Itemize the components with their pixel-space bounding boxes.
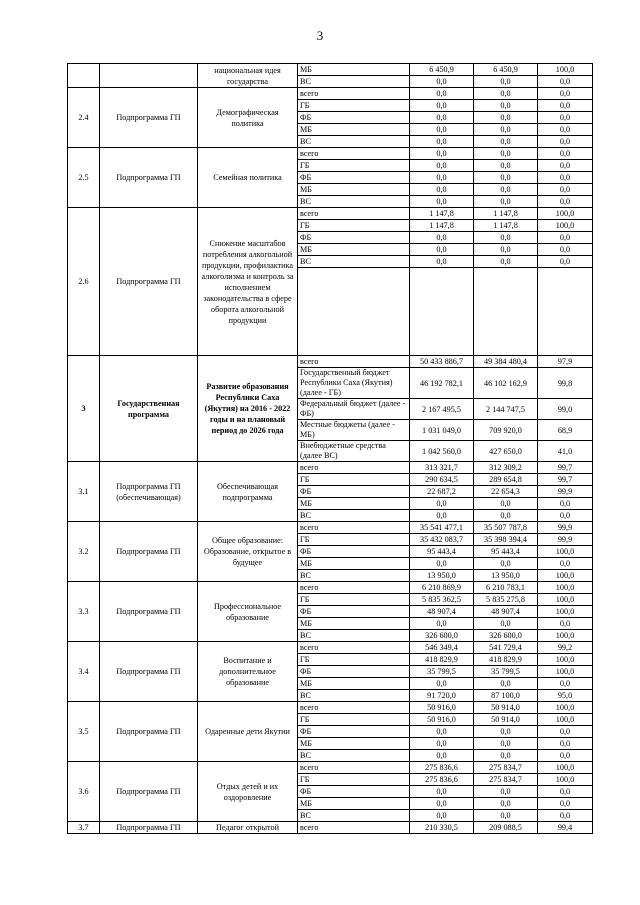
- funding-source: всего: [298, 762, 410, 774]
- actual-amount: 289 654,8: [474, 474, 538, 486]
- actual-amount: 0,0: [474, 798, 538, 810]
- table-row: [68, 822, 593, 834]
- actual-amount: 48 907,4: [474, 606, 538, 618]
- execution-percent: 100,0: [538, 546, 593, 558]
- table-row: [68, 88, 593, 100]
- actual-amount: 0,0: [474, 100, 538, 112]
- program-type: Подпрограмма ГП: [100, 208, 198, 356]
- planned-amount: 0,0: [410, 786, 474, 798]
- funding-source: ГБ: [298, 160, 410, 172]
- planned-amount: 0,0: [410, 618, 474, 630]
- row-number: 3.4: [68, 642, 100, 702]
- program-name: Развитие образования Республики Саха (Якутия) на 2016 - 2022 годы и на плановый период до 2026 года: [198, 356, 298, 462]
- funding-source: Местные бюджеты (далее - МБ): [298, 420, 410, 441]
- funding-source: ГБ: [298, 534, 410, 546]
- execution-percent: 99,4: [538, 822, 593, 834]
- funding-source: всего: [298, 642, 410, 654]
- planned-amount: 48 907,4: [410, 606, 474, 618]
- execution-percent: 100,0: [538, 702, 593, 714]
- funding-source: всего: [298, 822, 410, 834]
- execution-percent: 0,0: [538, 498, 593, 510]
- execution-percent: 100,0: [538, 220, 593, 232]
- execution-percent: 41,0: [538, 441, 593, 462]
- execution-percent: 0,0: [538, 76, 593, 88]
- execution-percent: 0,0: [538, 678, 593, 690]
- table-row: [68, 702, 593, 714]
- planned-amount: 210 330,5: [410, 822, 474, 834]
- execution-percent: 100,0: [538, 606, 593, 618]
- execution-percent: 0,0: [538, 256, 593, 268]
- table-row: [68, 762, 593, 774]
- program-name: Общее образование: Образование, открытое в будущее: [198, 522, 298, 582]
- planned-amount: 0,0: [410, 810, 474, 822]
- planned-amount: 1 031 049,0: [410, 420, 474, 441]
- funding-source: всего: [298, 208, 410, 220]
- execution-percent: 100,0: [538, 582, 593, 594]
- planned-amount: 0,0: [410, 232, 474, 244]
- empty-cell: [298, 268, 410, 356]
- actual-amount: 709 920,0: [474, 420, 538, 441]
- planned-amount: 0,0: [410, 798, 474, 810]
- actual-amount: 46 102 162,9: [474, 368, 538, 399]
- planned-amount: 6 450,9: [410, 64, 474, 76]
- planned-amount: 0,0: [410, 558, 474, 570]
- row-number: 3.2: [68, 522, 100, 582]
- actual-amount: 312 309,2: [474, 462, 538, 474]
- funding-source: ВС: [298, 690, 410, 702]
- execution-percent: 95,0: [538, 690, 593, 702]
- execution-percent: 0,0: [538, 112, 593, 124]
- actual-amount: 275 834,7: [474, 762, 538, 774]
- execution-percent: 100,0: [538, 762, 593, 774]
- program-type: Подпрограмма ГП: [100, 642, 198, 702]
- funding-source: всего: [298, 702, 410, 714]
- execution-percent: 0,0: [538, 172, 593, 184]
- planned-amount: 275 836,6: [410, 774, 474, 786]
- actual-amount: 0,0: [474, 750, 538, 762]
- funding-source: ФБ: [298, 112, 410, 124]
- table-row: [68, 582, 593, 594]
- table-row: [68, 208, 593, 220]
- program-type: Подпрограмма ГП: [100, 88, 198, 148]
- planned-amount: 418 829,9: [410, 654, 474, 666]
- actual-amount: 0,0: [474, 172, 538, 184]
- funding-source: МБ: [298, 64, 410, 76]
- actual-amount: 35 799,5: [474, 666, 538, 678]
- actual-amount: 0,0: [474, 738, 538, 750]
- execution-percent: 0,0: [538, 798, 593, 810]
- planned-amount: 0,0: [410, 160, 474, 172]
- funding-source: МБ: [298, 184, 410, 196]
- funding-source: МБ: [298, 738, 410, 750]
- program-name: Профессиональное образование: [198, 582, 298, 642]
- funding-source: МБ: [298, 244, 410, 256]
- planned-amount: 0,0: [410, 124, 474, 136]
- funding-source: всего: [298, 88, 410, 100]
- actual-amount: 541 729,4: [474, 642, 538, 654]
- actual-amount: 1 147,8: [474, 208, 538, 220]
- program-type: Подпрограмма ГП: [100, 822, 198, 834]
- execution-percent: 99,9: [538, 534, 593, 546]
- actual-amount: 95 443,4: [474, 546, 538, 558]
- actual-amount: 50 914,0: [474, 714, 538, 726]
- funding-source: ВС: [298, 76, 410, 88]
- funding-source: ФБ: [298, 666, 410, 678]
- funding-source: ВС: [298, 136, 410, 148]
- actual-amount: 0,0: [474, 112, 538, 124]
- funding-source: ФБ: [298, 726, 410, 738]
- funding-source: ГБ: [298, 220, 410, 232]
- funding-source: МБ: [298, 124, 410, 136]
- table-row: [68, 64, 593, 76]
- row-number: [68, 64, 100, 88]
- funding-source: ФБ: [298, 232, 410, 244]
- planned-amount: 0,0: [410, 136, 474, 148]
- row-number: 2.5: [68, 148, 100, 208]
- funding-source: ГБ: [298, 774, 410, 786]
- planned-amount: 0,0: [410, 184, 474, 196]
- funding-source: ВС: [298, 750, 410, 762]
- execution-percent: 0,0: [538, 184, 593, 196]
- execution-percent: 100,0: [538, 714, 593, 726]
- execution-percent: 68,9: [538, 420, 593, 441]
- funding-source: Внебюджетные средства (далее ВС): [298, 441, 410, 462]
- funding-source: ФБ: [298, 172, 410, 184]
- planned-amount: 0,0: [410, 726, 474, 738]
- actual-amount: 0,0: [474, 726, 538, 738]
- actual-amount: 0,0: [474, 256, 538, 268]
- planned-amount: 95 443,4: [410, 546, 474, 558]
- page-number: 3: [316, 28, 324, 43]
- actual-amount: 418 829,9: [474, 654, 538, 666]
- program-type: Подпрограмма ГП: [100, 148, 198, 208]
- planned-amount: 0,0: [410, 750, 474, 762]
- program-type: [100, 64, 198, 88]
- actual-amount: 0,0: [474, 510, 538, 522]
- actual-amount: 0,0: [474, 498, 538, 510]
- funding-source: ВС: [298, 510, 410, 522]
- actual-amount: 0,0: [474, 618, 538, 630]
- execution-percent: 100,0: [538, 630, 593, 642]
- table-row: [68, 462, 593, 474]
- actual-amount: 0,0: [474, 136, 538, 148]
- execution-percent: 0,0: [538, 510, 593, 522]
- funding-source: всего: [298, 582, 410, 594]
- row-number: 2.4: [68, 88, 100, 148]
- execution-percent: 100,0: [538, 666, 593, 678]
- program-type: Подпрограмма ГП: [100, 762, 198, 822]
- row-number: 3.6: [68, 762, 100, 822]
- planned-amount: 0,0: [410, 510, 474, 522]
- funding-source: ГБ: [298, 714, 410, 726]
- row-number: 3: [68, 356, 100, 462]
- execution-percent: 99,9: [538, 522, 593, 534]
- planned-amount: 275 836,6: [410, 762, 474, 774]
- actual-amount: 0,0: [474, 76, 538, 88]
- planned-amount: 91 720,0: [410, 690, 474, 702]
- execution-percent: 0,0: [538, 726, 593, 738]
- program-type: Подпрограмма ГП: [100, 582, 198, 642]
- funding-source: МБ: [298, 798, 410, 810]
- funding-source: МБ: [298, 678, 410, 690]
- actual-amount: 0,0: [474, 678, 538, 690]
- planned-amount: 0,0: [410, 76, 474, 88]
- program-type: Подпрограмма ГП: [100, 522, 198, 582]
- planned-amount: 0,0: [410, 148, 474, 160]
- execution-percent: 0,0: [538, 750, 593, 762]
- actual-amount: 87 100,0: [474, 690, 538, 702]
- actual-amount: 6 210 783,1: [474, 582, 538, 594]
- planned-amount: 50 916,0: [410, 702, 474, 714]
- execution-percent: 0,0: [538, 124, 593, 136]
- program-name: Отдых детей и их оздоровление: [198, 762, 298, 822]
- funding-source: всего: [298, 148, 410, 160]
- program-name: Одаренные дети Якутии: [198, 702, 298, 762]
- budget-execution-table: [67, 63, 593, 834]
- planned-amount: 0,0: [410, 256, 474, 268]
- planned-amount: 326 600,0: [410, 630, 474, 642]
- program-name: Педагог открытой: [198, 822, 298, 834]
- execution-percent: 99,7: [538, 474, 593, 486]
- actual-amount: 0,0: [474, 786, 538, 798]
- program-type: Подпрограмма ГП: [100, 702, 198, 762]
- row-number: 3.7: [68, 822, 100, 834]
- planned-amount: 35 541 477,1: [410, 522, 474, 534]
- execution-percent: 0,0: [538, 88, 593, 100]
- program-type: Подпрограмма ГП (обеспечивающая): [100, 462, 198, 522]
- funding-source: ВС: [298, 196, 410, 208]
- actual-amount: 49 384 480,4: [474, 356, 538, 368]
- planned-amount: 313 321,7: [410, 462, 474, 474]
- planned-amount: 35 432 083,7: [410, 534, 474, 546]
- funding-source: ФБ: [298, 606, 410, 618]
- empty-cell: [538, 268, 593, 356]
- program-type: Государственная программа: [100, 356, 198, 462]
- planned-amount: 6 210 869,9: [410, 582, 474, 594]
- execution-percent: 0,0: [538, 618, 593, 630]
- execution-percent: 0,0: [538, 558, 593, 570]
- actual-amount: 209 088,5: [474, 822, 538, 834]
- funding-source: ФБ: [298, 486, 410, 498]
- table-row: [68, 148, 593, 160]
- actual-amount: 22 654,3: [474, 486, 538, 498]
- planned-amount: 13 950,0: [410, 570, 474, 582]
- table-row: [68, 522, 593, 534]
- planned-amount: 0,0: [410, 172, 474, 184]
- program-name: Снижение масштабов потребления алкогольной продукции, профилактика алкоголизма и контроль за исполнением законодательства в сфере оборота алкогольной продукции: [198, 208, 298, 356]
- program-name: Воспитание и дополнительное образование: [198, 642, 298, 702]
- planned-amount: 1 147,8: [410, 220, 474, 232]
- row-number: 2.6: [68, 208, 100, 356]
- planned-amount: 0,0: [410, 196, 474, 208]
- actual-amount: 6 450,9: [474, 64, 538, 76]
- row-number: 3.5: [68, 702, 100, 762]
- empty-cell: [410, 268, 474, 356]
- actual-amount: 0,0: [474, 148, 538, 160]
- execution-percent: 100,0: [538, 654, 593, 666]
- funding-source: всего: [298, 462, 410, 474]
- execution-percent: 100,0: [538, 208, 593, 220]
- funding-source: Государственный бюджет Республики Саха (Якутия) (далее - ГБ): [298, 368, 410, 399]
- planned-amount: 0,0: [410, 498, 474, 510]
- actual-amount: 5 835 275,8: [474, 594, 538, 606]
- execution-percent: 100,0: [538, 774, 593, 786]
- execution-percent: 0,0: [538, 232, 593, 244]
- funding-source: МБ: [298, 618, 410, 630]
- planned-amount: 0,0: [410, 88, 474, 100]
- funding-source: ГБ: [298, 474, 410, 486]
- actual-amount: 13 950,0: [474, 570, 538, 582]
- table-row: [68, 642, 593, 654]
- execution-percent: 99,0: [538, 399, 593, 420]
- actual-amount: 0,0: [474, 244, 538, 256]
- actual-amount: 326 600,0: [474, 630, 538, 642]
- actual-amount: 0,0: [474, 124, 538, 136]
- execution-percent: 0,0: [538, 100, 593, 112]
- funding-source: Федеральный бюджет (далее - ФБ): [298, 399, 410, 420]
- execution-percent: 0,0: [538, 810, 593, 822]
- actual-amount: 0,0: [474, 196, 538, 208]
- actual-amount: 35 507 787,8: [474, 522, 538, 534]
- funding-source: всего: [298, 522, 410, 534]
- row-number: 3.3: [68, 582, 100, 642]
- execution-percent: 0,0: [538, 148, 593, 160]
- actual-amount: 0,0: [474, 88, 538, 100]
- execution-percent: 0,0: [538, 738, 593, 750]
- actual-amount: 35 398 394,4: [474, 534, 538, 546]
- table-row: [68, 356, 593, 368]
- execution-percent: 0,0: [538, 786, 593, 798]
- actual-amount: 1 147,8: [474, 220, 538, 232]
- execution-percent: 100,0: [538, 570, 593, 582]
- execution-percent: 0,0: [538, 160, 593, 172]
- actual-amount: 275 834,7: [474, 774, 538, 786]
- actual-amount: 0,0: [474, 232, 538, 244]
- funding-source: всего: [298, 356, 410, 368]
- planned-amount: 0,0: [410, 112, 474, 124]
- funding-source: ГБ: [298, 594, 410, 606]
- empty-cell: [474, 268, 538, 356]
- funding-source: ВС: [298, 570, 410, 582]
- actual-amount: 427 650,0: [474, 441, 538, 462]
- funding-source: ФБ: [298, 786, 410, 798]
- funding-source: ГБ: [298, 654, 410, 666]
- planned-amount: 5 835 362,5: [410, 594, 474, 606]
- execution-percent: 100,0: [538, 64, 593, 76]
- planned-amount: 50 433 886,7: [410, 356, 474, 368]
- execution-percent: 99,7: [538, 462, 593, 474]
- actual-amount: 2 144 747,5: [474, 399, 538, 420]
- actual-amount: 0,0: [474, 558, 538, 570]
- planned-amount: 46 192 782,1: [410, 368, 474, 399]
- planned-amount: 0,0: [410, 244, 474, 256]
- actual-amount: 0,0: [474, 160, 538, 172]
- planned-amount: 1 147,8: [410, 208, 474, 220]
- planned-amount: 50 916,0: [410, 714, 474, 726]
- planned-amount: 1 042 560,0: [410, 441, 474, 462]
- execution-percent: 0,0: [538, 244, 593, 256]
- program-name: Обеспечивающая подпрограмма: [198, 462, 298, 522]
- program-name: национальная идея государства: [198, 64, 298, 88]
- planned-amount: 0,0: [410, 678, 474, 690]
- row-number: 3.1: [68, 462, 100, 522]
- planned-amount: 0,0: [410, 100, 474, 112]
- actual-amount: 0,0: [474, 184, 538, 196]
- actual-amount: 50 914,0: [474, 702, 538, 714]
- funding-source: ВС: [298, 256, 410, 268]
- execution-percent: 97,9: [538, 356, 593, 368]
- funding-source: ГБ: [298, 100, 410, 112]
- planned-amount: 2 167 495,5: [410, 399, 474, 420]
- execution-percent: 99,8: [538, 368, 593, 399]
- execution-percent: 99,2: [538, 642, 593, 654]
- funding-source: МБ: [298, 498, 410, 510]
- program-name: Семейная политика: [198, 148, 298, 208]
- execution-percent: 99,9: [538, 486, 593, 498]
- funding-source: ВС: [298, 630, 410, 642]
- funding-source: МБ: [298, 558, 410, 570]
- planned-amount: 22 687,2: [410, 486, 474, 498]
- planned-amount: 0,0: [410, 738, 474, 750]
- execution-percent: 0,0: [538, 136, 593, 148]
- planned-amount: 290 634,5: [410, 474, 474, 486]
- planned-amount: 546 349,4: [410, 642, 474, 654]
- execution-percent: 100,0: [538, 594, 593, 606]
- funding-source: ВС: [298, 810, 410, 822]
- funding-source: ФБ: [298, 546, 410, 558]
- execution-percent: 0,0: [538, 196, 593, 208]
- planned-amount: 35 799,5: [410, 666, 474, 678]
- program-name: Демографическая политика: [198, 88, 298, 148]
- actual-amount: 0,0: [474, 810, 538, 822]
